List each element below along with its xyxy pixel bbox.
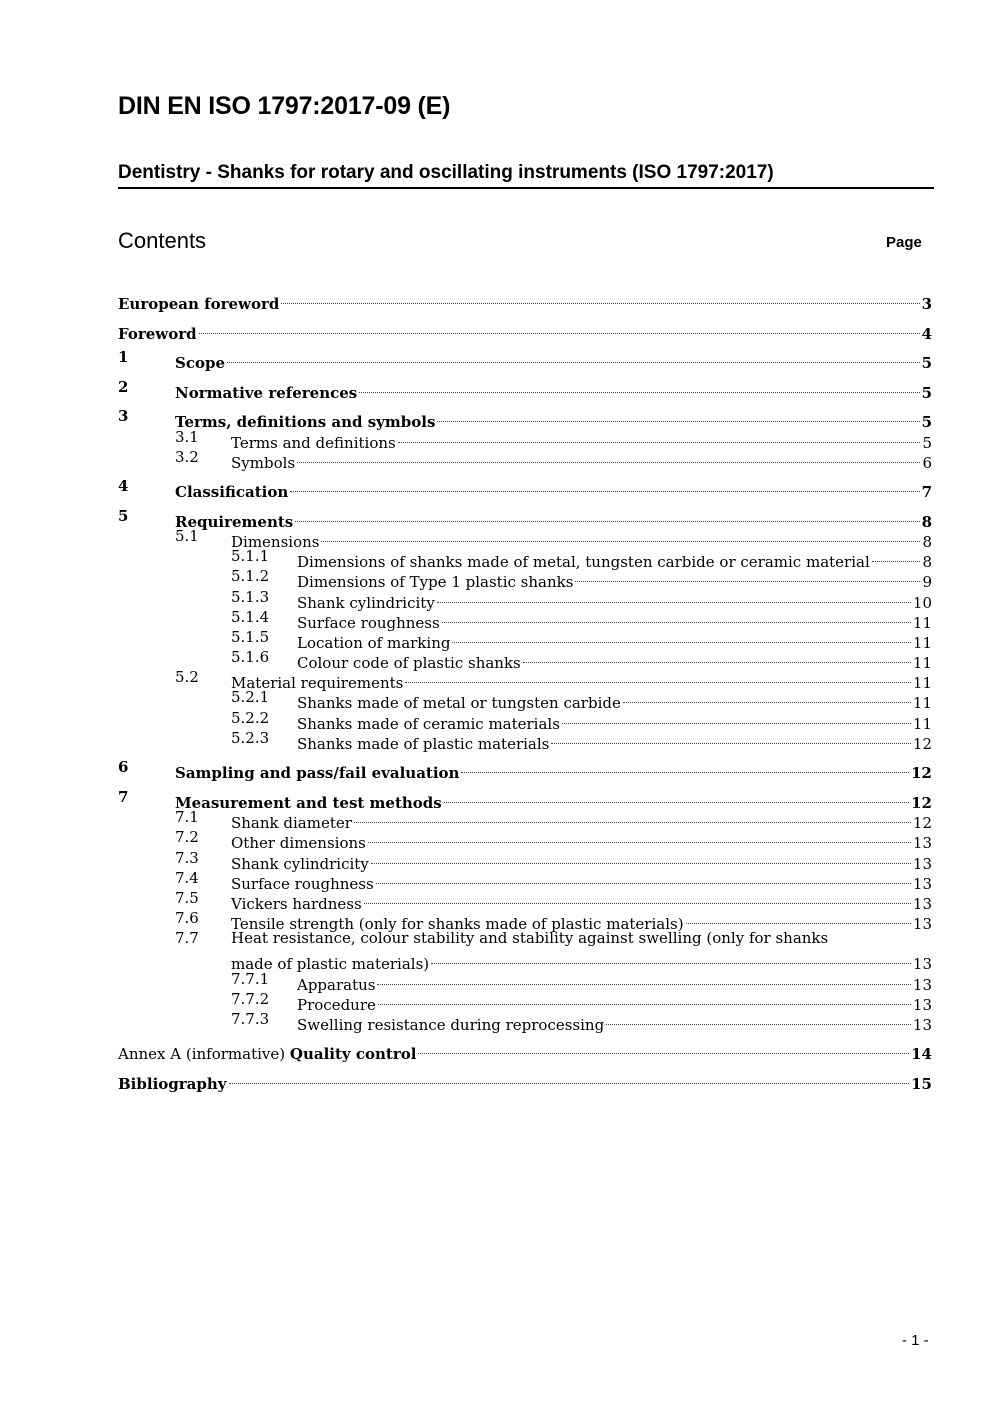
toc-leader-dots xyxy=(872,541,921,562)
toc-entry-number: 7.3 xyxy=(175,849,199,867)
toc-entry[interactable] xyxy=(118,526,932,551)
toc-entry-page: 10 xyxy=(912,594,932,612)
toc-entry-page: 5 xyxy=(921,354,932,372)
toc-entry[interactable] xyxy=(118,347,932,372)
toc-leader-dots xyxy=(377,964,910,985)
toc-leader-dots xyxy=(575,561,920,582)
toc-entry-page: 13 xyxy=(912,855,932,873)
toc-entry-title: Other dimensions xyxy=(231,834,366,852)
toc-entry-title: Terms and definitions xyxy=(231,434,396,452)
toc-entry-number: 7.5 xyxy=(175,889,199,907)
toc-leader-dots xyxy=(368,822,911,843)
toc-entry-title: Scope xyxy=(175,354,226,372)
toc-entry-number: 7.4 xyxy=(175,869,199,887)
toc-entry-page: 13 xyxy=(912,915,932,933)
toc-entry-title: Terms, definitions and symbols xyxy=(175,413,436,431)
toc-entry[interactable] xyxy=(118,1068,932,1093)
toc-entry-number: 7 xyxy=(118,788,129,806)
toc-entry-title: Location of marking xyxy=(297,634,451,652)
toc-entry-title: Normative references xyxy=(175,384,358,402)
toc-entry-number: 2 xyxy=(118,378,129,396)
toc-entry-number: 7.7.2 xyxy=(231,990,270,1008)
toc-entry-page: 11 xyxy=(912,614,932,632)
toc-leader-dots xyxy=(437,582,911,603)
contents-heading: Contents xyxy=(118,228,207,253)
toc-entry-title: Annex A (informative) Quality control xyxy=(118,1045,417,1063)
toc-entry-title: Shank diameter xyxy=(231,814,352,832)
toc-entry-page: 11 xyxy=(912,694,932,712)
toc-leader-dots xyxy=(398,422,921,443)
toc-entry-page: 5 xyxy=(922,434,932,452)
toc-entry[interactable] xyxy=(118,1009,932,1034)
toc-leader-dots xyxy=(442,602,911,623)
toc-entry-title: Material requirements xyxy=(231,674,404,692)
toc-entry-title: Dimensions of shanks made of metal, tungsten carbide or ceramic material xyxy=(297,553,870,571)
toc-entry[interactable] xyxy=(118,757,932,782)
toc-entry[interactable] xyxy=(118,476,932,501)
toc-entry-title: European foreword xyxy=(118,295,280,313)
toc-entry-title: Requirements xyxy=(175,513,294,531)
toc-entry-page: 5 xyxy=(921,413,932,431)
toc-entry-title: Surface roughness xyxy=(297,614,440,632)
toc-entry-page: 8 xyxy=(921,513,932,531)
toc-leader-dots xyxy=(437,401,919,422)
toc-leader-dots xyxy=(551,723,911,744)
toc-entry-number: 7.7.3 xyxy=(231,1010,270,1028)
toc-entry[interactable] xyxy=(118,908,932,933)
toc-entry-page: 13 xyxy=(912,1016,932,1034)
toc-leader-dots xyxy=(686,903,911,924)
toc-leader-dots xyxy=(371,843,911,864)
toc-entry-title: Classification xyxy=(175,483,289,501)
toc-entry-number: 3.2 xyxy=(175,448,199,466)
toc-entry-title: Vickers hardness xyxy=(231,895,362,913)
toc-leader-dots xyxy=(354,802,911,823)
toc-leader-dots xyxy=(431,943,911,964)
page-column-heading: Page xyxy=(886,234,922,251)
toc-entry-number: 5.2.3 xyxy=(231,729,270,747)
toc-entry-page: 13 xyxy=(912,976,932,994)
toc-entry-title-continued: made of plastic materials) xyxy=(231,955,430,973)
toc-entry[interactable] xyxy=(118,447,932,472)
toc-entry-page: 11 xyxy=(912,654,932,672)
toc-entry-number: 3 xyxy=(118,407,129,425)
toc-leader-dots xyxy=(359,372,919,393)
toc-leader-dots xyxy=(229,1063,910,1084)
toc-leader-dots xyxy=(606,1004,911,1025)
toc-entry-page: 9 xyxy=(922,573,932,591)
toc-entry-page: 14 xyxy=(911,1045,932,1063)
toc-leader-dots xyxy=(290,471,919,492)
document-id-title: DIN EN ISO 1797:2017-09 (E) xyxy=(118,92,451,120)
toc-entry-page: 4 xyxy=(921,325,932,343)
toc-entry-number: 5 xyxy=(118,507,129,525)
toc-entry-page: 12 xyxy=(911,794,932,812)
toc-entry-number: 5.2.1 xyxy=(231,688,270,706)
toc-entry-title: Foreword xyxy=(118,325,197,343)
toc-entry-number: 7.2 xyxy=(175,828,199,846)
toc-entry-page: 15 xyxy=(911,1075,932,1093)
toc-leader-dots xyxy=(199,313,920,334)
toc-leader-dots xyxy=(281,283,919,304)
toc-entry-page: 12 xyxy=(912,814,932,832)
toc-leader-dots xyxy=(452,622,910,643)
toc-leader-dots xyxy=(295,501,919,522)
toc-entry-title: Apparatus xyxy=(297,976,376,994)
toc-leader-dots xyxy=(461,752,909,773)
toc-entry-title: Dimensions xyxy=(231,533,320,551)
toc-entry-number: 3.1 xyxy=(175,428,199,446)
toc-entry-page: 13 xyxy=(912,834,932,852)
toc-entry-title: Procedure xyxy=(297,996,376,1014)
toc-entry-number: 5.1.6 xyxy=(231,648,270,666)
toc-entry-page: 11 xyxy=(912,634,932,652)
toc-entry-page: 13 xyxy=(912,955,932,973)
toc-entry-number: 6 xyxy=(118,758,129,776)
toc-entry-title: Measurement and test methods xyxy=(175,794,442,812)
toc-entry-title: Sampling and pass/fail evaluation xyxy=(175,764,460,782)
toc-entry-number: 5.1.2 xyxy=(231,567,270,585)
toc-leader-dots xyxy=(562,703,911,724)
toc-entry-title: Dimensions of Type 1 plastic shanks xyxy=(297,573,574,591)
toc-leader-dots xyxy=(623,682,911,703)
toc-entry-number: 7.6 xyxy=(175,909,199,927)
toc-entry[interactable] xyxy=(118,288,932,313)
toc-entry-number: 5.1 xyxy=(175,527,199,545)
toc-entry-title: Tensile strength (only for shanks made of plastic materials) xyxy=(231,915,684,933)
toc-entry-number: 1 xyxy=(118,348,129,366)
toc-leader-dots xyxy=(376,863,911,884)
toc-entry[interactable] xyxy=(118,1038,932,1063)
toc-entry-page: 6 xyxy=(922,454,932,472)
toc-entry-page: 11 xyxy=(912,715,932,733)
toc-entry-title: Symbols xyxy=(231,454,296,472)
toc-leader-dots xyxy=(364,883,911,904)
toc-entry-title: Shanks made of metal or tungsten carbide xyxy=(297,694,621,712)
toc-entry-number: 7.7.1 xyxy=(231,970,270,988)
toc-entry-title: Colour code of plastic shanks xyxy=(297,654,521,672)
toc-leader-dots xyxy=(405,662,911,683)
toc-entry-number: 5.2.2 xyxy=(231,709,270,727)
toc-entry-title: Bibliography xyxy=(118,1075,227,1093)
toc-entry[interactable] xyxy=(118,377,932,402)
toc-entry-number: 7.1 xyxy=(175,808,199,826)
toc-entry-number: 5.1.1 xyxy=(231,547,270,565)
toc-leader-dots xyxy=(321,521,920,542)
toc-entry-page: 5 xyxy=(921,384,932,402)
toc-leader-dots xyxy=(444,782,909,803)
toc-entry-page: 12 xyxy=(911,764,932,782)
toc-leader-dots xyxy=(227,342,920,363)
toc-entry-page: 7 xyxy=(921,483,932,501)
toc-entry-number: 5.2 xyxy=(175,668,199,686)
toc-leader-dots xyxy=(418,1033,909,1054)
toc-entry-title: Shanks made of ceramic materials xyxy=(297,715,560,733)
toc-entry-page: 11 xyxy=(912,674,932,692)
page-number: - 1 - xyxy=(902,1332,929,1349)
toc-entry[interactable] xyxy=(118,318,932,343)
toc-leader-dots xyxy=(378,984,911,1005)
toc-entry-title: Heat resistance, colour stability and stability against swelling (only for shanks xyxy=(231,929,829,947)
toc-entry-number: 4 xyxy=(118,477,129,495)
toc-entry-title: Shank cylindricity xyxy=(231,855,369,873)
document-subtitle: Dentistry - Shanks for rotary and oscillating instruments (ISO 1797:2017) xyxy=(118,162,934,189)
toc-entry-title: Shank cylindricity xyxy=(297,594,435,612)
toc-entry[interactable] xyxy=(118,728,932,753)
toc-entry-title: Swelling resistance during reprocessing xyxy=(297,1016,605,1034)
toc-leader-dots xyxy=(523,642,911,663)
toc-entry-number: 5.1.5 xyxy=(231,628,270,646)
toc-entry-page: 12 xyxy=(912,735,932,753)
toc-entry-number: 5.1.4 xyxy=(231,608,270,626)
toc-entry-page: 13 xyxy=(912,895,932,913)
toc-entry-title: Surface roughness xyxy=(231,875,374,893)
toc-entry-page: 8 xyxy=(922,533,932,551)
toc-entry-page: 13 xyxy=(912,875,932,893)
toc-entry-page: 13 xyxy=(912,996,932,1014)
toc-entry-title: Shanks made of plastic materials xyxy=(297,735,550,753)
toc-entry-page: 8 xyxy=(922,553,932,571)
toc-entry-number: 7.7 xyxy=(175,929,199,947)
toc-entry-number: 5.1.3 xyxy=(231,588,270,606)
toc-leader-dots xyxy=(297,442,920,463)
toc-entry-page: 3 xyxy=(921,295,932,313)
